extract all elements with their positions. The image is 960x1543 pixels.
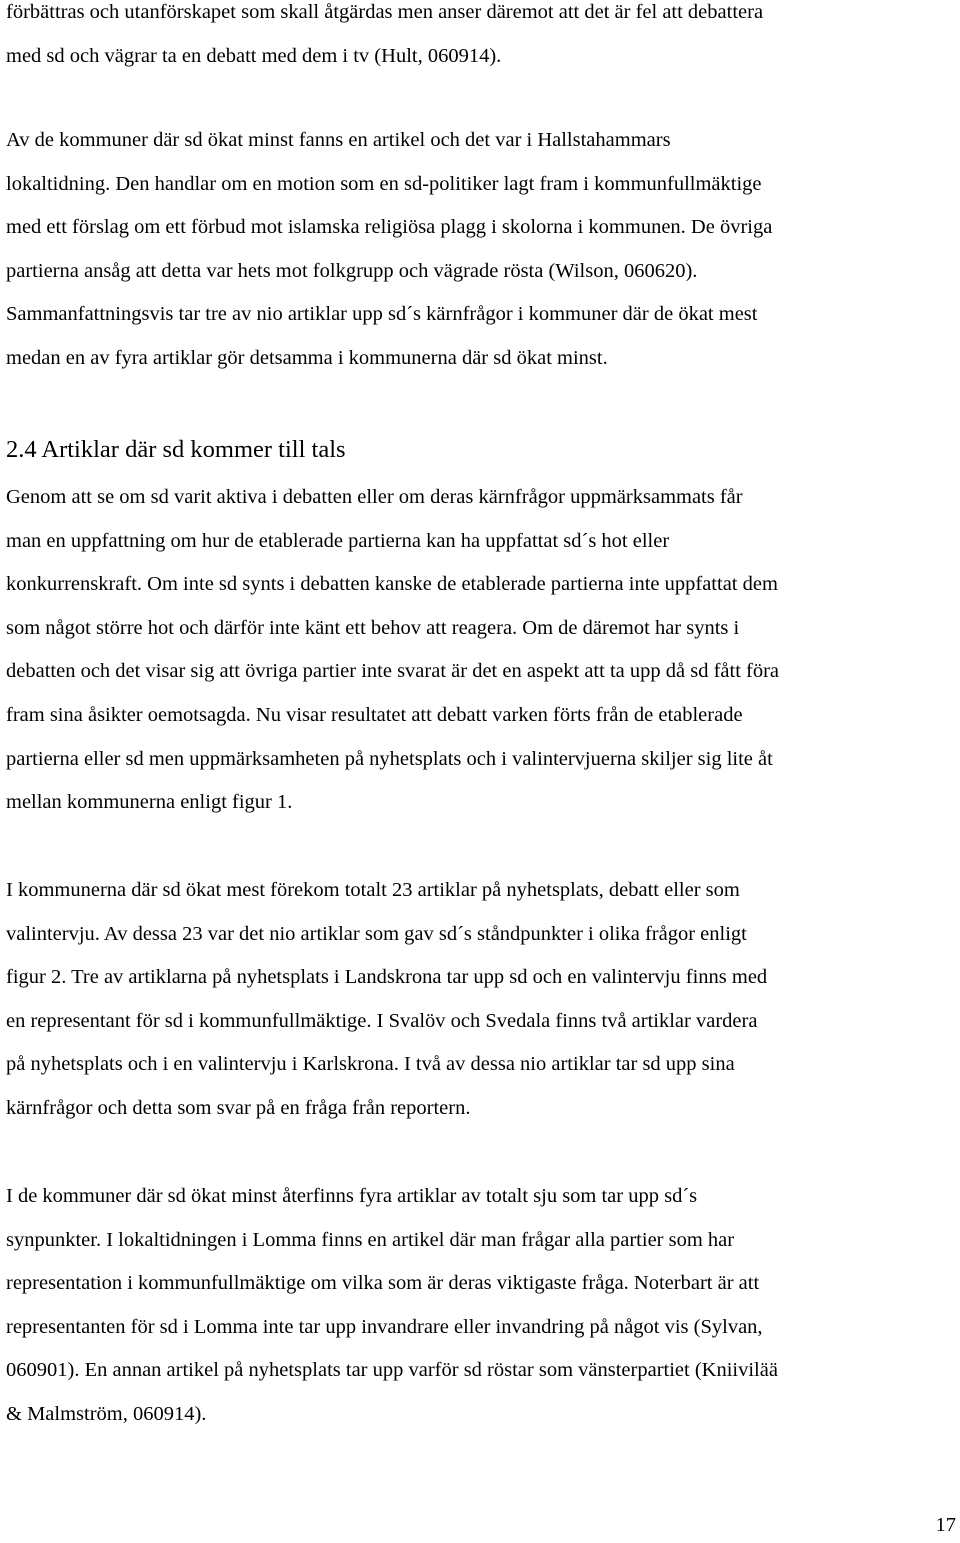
- paragraph: [6, 476, 779, 825]
- text-line: I de kommuner där sd ökat minst återfinns fyra artiklar av totalt sju som tar upp sd´s: [6, 1185, 698, 1207]
- text-line: Genom att se om sd varit aktiva i debatten eller om deras kärnfrågor uppmärksammats får: [6, 486, 743, 508]
- text-line: Sammanfattningsvis tar tre av nio artiklar upp sd´s kärnfrågor i kommuner där de ökat mest: [6, 303, 758, 326]
- paragraph: [6, 0, 763, 78]
- paragraph: [6, 869, 767, 1131]
- text-line: med ett förslag om ett förbud mot islamska religiösa plagg i skolorna i kommunen. De övriga: [6, 216, 773, 239]
- text-line: 060901). En annan artikel på nyhetsplats tar upp varför sd röstar som vänsterpartiet (Kniivilää: [6, 1359, 778, 1382]
- section-heading: 2.4 Artiklar där sd kommer till tals: [6, 436, 346, 463]
- text-line: lokaltidning. Den handlar om en motion som en sd-politiker lagt fram i kommunfullmäktige: [6, 172, 762, 195]
- text-line: fram sina åsikter oemotsagda. Nu visar resultatet att debatt varken förts från de etablerade: [6, 703, 743, 726]
- text-line: valintervju. Av dessa 23 var det nio artiklar som gav sd´s ståndpunkter i olika frågor enligt: [6, 922, 747, 945]
- paragraph: [6, 1175, 778, 1437]
- page-number: 17: [935, 1514, 956, 1536]
- text-line: partierna ansåg att detta var hets mot folkgrupp och vägrade rösta (Wilson, 060620).: [6, 259, 698, 282]
- text-line: debatten och det visar sig att övriga partier inte svarat är det en aspekt att ta upp då sd fått föra: [6, 660, 780, 683]
- text-line: med sd och vägrar ta en debatt med dem i tv (Hult, 060914).: [6, 44, 502, 67]
- text-line: på nyhetsplats och i en valintervju i Karlskrona. I två av dessa nio artiklar tar sd upp sina: [6, 1053, 735, 1076]
- text-line: man en uppfattning om hur de etablerade partierna kan ha uppfattat sd´s hot eller: [6, 529, 670, 552]
- text-line: synpunkter. I lokaltidningen i Lomma finns en artikel där man frågar alla partier som har: [6, 1228, 735, 1251]
- text-line: som något större hot och därför inte känt ett behov att reagera. Om de däremot har synts i: [6, 616, 740, 639]
- text-line: Av de kommuner där sd ökat minst fanns en artikel och det var i Hallstahammars: [6, 129, 671, 151]
- text-line: en representant för sd i kommunfullmäktige. I Svalöv och Svedala finns två artiklar vardera: [6, 1009, 758, 1032]
- text-line: kärnfrågor och detta som svar på en fråga från reportern.: [6, 1096, 471, 1119]
- text-line: I kommunerna där sd ökat mest förekom totalt 23 artiklar på nyhetsplats, debatt eller som: [6, 879, 740, 901]
- text-line: figur 2. Tre av artiklarna på nyhetsplats i Landskrona tar upp sd och en valintervju finns med: [6, 966, 768, 989]
- text-line: förbättras och utanförskapet som skall åtgärdas men anser däremot att det är fel att debattera: [6, 1, 764, 23]
- paragraph: [6, 119, 772, 381]
- text-line: partierna eller sd men uppmärksamheten på nyhetsplats och i valintervjuerna skiljer sig lite åt: [6, 747, 773, 770]
- text-line: representation i kommunfullmäktige om vilka som är deras viktigaste fråga. Noterbart är att: [6, 1272, 760, 1295]
- text-line: & Malmström, 060914).: [6, 1402, 207, 1425]
- text-line: konkurrenskraft. Om inte sd synts i debatten kanske de etablerade partierna inte uppfattat dem: [6, 573, 778, 596]
- text-line: medan en av fyra artiklar gör detsamma i kommunerna där sd ökat minst.: [6, 346, 608, 369]
- text-line: mellan kommunerna enligt figur 1.: [6, 791, 293, 814]
- text-line: representanten för sd i Lomma inte tar upp invandrare eller invandring på något vis (Sylvan,: [6, 1315, 763, 1338]
